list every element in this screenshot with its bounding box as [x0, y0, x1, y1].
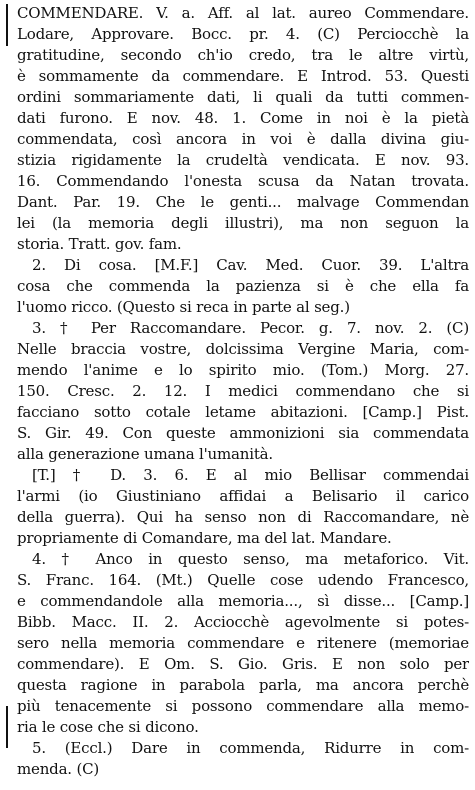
entry-line: questa ragione in parabola parla, ma ancora perchè: [17, 676, 469, 694]
entry-line: COMMENDARE. V. a. Aff. al lat. aureo Commendare.: [17, 4, 469, 22]
entry-line: 150. Cresc. 2. 12. I medici commendano che si: [17, 382, 469, 400]
entry-line: gratitudine, secondo ch'io credo, tra le altre virtù,: [17, 46, 469, 64]
entry-line: 2. Di cosa. [M.F.] Cav. Med. Cuor. 39. L'altra: [32, 256, 469, 274]
entry-line: commendata, così ancora in voi è dalla divina giu-: [17, 130, 469, 148]
entry-line: S. Gir. 49. Con queste ammonizioni sia commendata: [17, 424, 469, 442]
entry-line: lei (la memoria degli illustri), ma non seguon la: [17, 214, 469, 232]
entry-line: 5. (Eccl.) Dare in commenda, Ridurre in com-: [32, 739, 469, 757]
entry-line: Lodare, Approvare. Bocc. pr. 4. (C) Perciocchè la: [17, 25, 469, 43]
entry-line: Bibb. Macc. II. 2. Acciocchè agevolmente si potes-: [17, 613, 469, 631]
entry-line: stizia rigidamente la crudeltà vendicata. E nov. 93.: [17, 151, 469, 169]
entry-line: della guerra). Qui ha senso non di Raccomandare, nè: [17, 508, 469, 526]
entry-line: S. Franc. 164. (Mt.) Quelle cose udendo Francesco,: [17, 571, 469, 589]
entry-line: e commendandole alla memoria..., sì disse... [Camp.]: [17, 592, 469, 610]
entry-line: l'uomo ricco. (Questo si reca in parte al seg.): [17, 298, 350, 316]
entry-line: alla generazione umana l'umanità.: [17, 445, 273, 463]
entry-line: sero nella memoria commendare e ritenere (memoriae: [17, 634, 469, 652]
entry-line: 16. Commendando l'onesta scusa da Natan trovata.: [17, 172, 469, 190]
entry-line: ria le cose che si dicono.: [17, 718, 199, 736]
entry-line: più tenacemente si possono commendare alla memo-: [17, 697, 469, 715]
entry-line: 4. † Anco in questo senso, ma metaforico. Vit.: [32, 550, 469, 568]
entry-line: mendo l'anime e lo spirito mio. (Tom.) Morg. 27.: [17, 361, 469, 379]
entry-line: menda. (C): [17, 760, 100, 778]
entry-line: facciano sotto cotale letame abitazioni. [Camp.] Pist.: [17, 403, 469, 421]
entry-line: dati furono. E nov. 48. 1. Come in noi è la pietà: [17, 109, 469, 127]
entry-line: Dant. Par. 19. Che le genti... malvage Commendan: [17, 193, 469, 211]
entry-line: commendare). E Om. S. Gio. Gris. E non solo per: [17, 655, 469, 673]
entry-line: Nelle braccia vostre, dolcissima Vergine Maria, com-: [17, 340, 469, 358]
entry-line: propriamente di Comandare, ma del lat. Mandare.: [17, 529, 392, 547]
entry-line: è sommamente da commendare. E Introd. 53. Questi: [17, 67, 469, 85]
column-rule-top: [6, 4, 8, 46]
entry-line: l'armi (io Giustiniano affidai a Belisario il carico: [17, 487, 469, 505]
entry-line: cosa che commenda la pazienza si è che ella fa: [17, 277, 469, 295]
entry-line: ordini sommariamente dati, li quali da tutti commen-: [17, 88, 469, 106]
entry-line: [T.] † D. 3. 6. E al mio Bellisar commendai: [32, 466, 469, 484]
entry-line: 3. † Per Raccomandare. Pecor. g. 7. nov. 2. (C): [32, 319, 469, 337]
entry-line: storia. Tratt. gov. fam.: [17, 235, 182, 253]
column-rule-bottom: [6, 706, 8, 748]
